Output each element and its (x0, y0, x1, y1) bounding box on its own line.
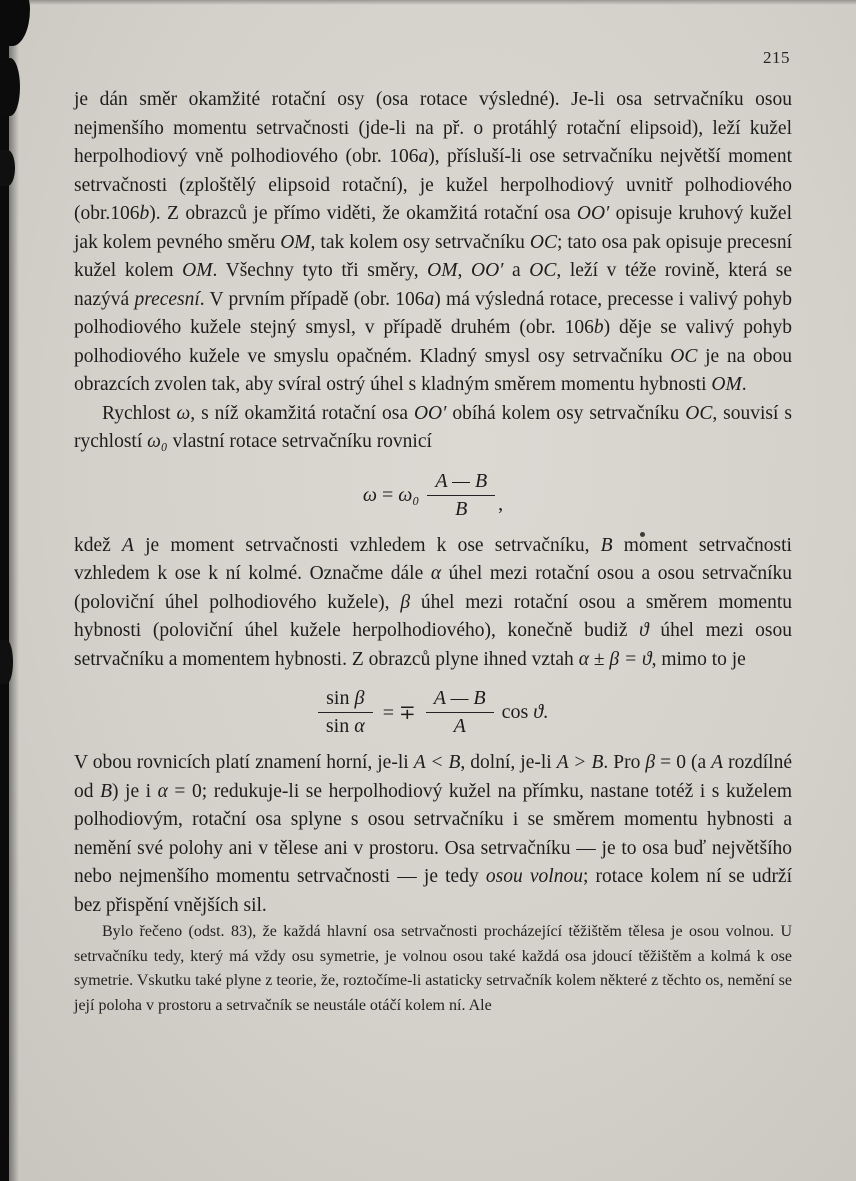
text-segment: úhel mezi rotační osou a směrem momentu hybnosti (poloviční úhel kužele herpolhodiového), konečně budiž (74, 591, 792, 641)
text-segment: OC (685, 402, 713, 424)
text-segment: Rychlost (102, 402, 177, 424)
text-segment: moment setrvačnosti vzhledem k ose k ní kolmé. Označme dále (74, 534, 792, 584)
text-segment: , tak kolem osy setrvačníku (310, 231, 530, 253)
text-segment: ) je i (111, 780, 158, 802)
text-segment: opisuje kruhový kužel jak kolem pevného směru (74, 203, 792, 253)
scan-top-shadow (0, 0, 856, 5)
text-segment: b (139, 203, 150, 224)
text-segment: obíhá kolem osy setrvačníku (446, 402, 686, 424)
text-segment: ) má výsledná rotace, precesse i valivý pohyb polhodiového kužele stejný smysl, v případě druhém (obr. 106 (74, 288, 792, 338)
text-segment: , leží v téže rovině, která se nazývá (74, 260, 793, 310)
text-segment: . (543, 701, 549, 723)
text-segment: V obou rovnicích platí znamení horní, je-li (74, 752, 414, 773)
text-segment: OM (280, 231, 311, 253)
paragraph-2 (74, 400, 792, 457)
text-segment: , souvisí s rychlostí (74, 402, 792, 452)
text-segment: β (354, 687, 365, 709)
text-segment: kdež (74, 534, 122, 556)
text-segment: B (100, 780, 112, 802)
text-segment: a (503, 260, 530, 281)
text-segment: ϑ (639, 620, 649, 641)
text-segment: b (593, 317, 604, 338)
text-segment: OO′ (413, 402, 447, 424)
text-segment: ω (176, 402, 191, 424)
scan-edge-blob (0, 0, 30, 46)
text-segment: ). Z obrazců je přímo viděti, že okamžitá rotační osa (149, 203, 577, 224)
text-segment: je dán směr okamžité rotační osy (osa rotace výsledné). Je-li osa setrvačníku osou nejmenšího momentu setrvačnosti (jde-li na př. o protáhlý rotační elipsoid), leží kužel herpolhodiový vně polhodiového (obr. 106 (74, 89, 792, 167)
text-segment: = (376, 483, 399, 506)
text-segment: , mimo to je (651, 648, 746, 670)
text-segment: A < B (413, 752, 461, 773)
text-segment: Bylo řečeno (odst. 83), že každá hlavní osa setrvačnosti procházející těžištěm tělesa je osou volnou. U setrvačníku tedy, který má vždy osu symetrie, je volnou osou také každá osa jdoucí těžištěm a kolmá k ose symetrie. Vskutku také plyne z teorie, že, roztočíme-li astaticky setrvačník kolem některé z těchto os, nemění se její poloha v prostoru a setrvačník se neustále otáčí kolem ní. Ale (74, 923, 792, 1014)
text-segment: je na obou obrazcích zvolen tak, aby svíral ostrý úhel s kladným směrem momentu hybnosti (74, 345, 792, 395)
text-segment: A (121, 534, 134, 556)
fraction-denominator: B (455, 497, 468, 520)
page-number: 215 (763, 48, 790, 67)
text-column (74, 86, 792, 1018)
text-segment: ; rotace kolem ní se udrží bez přispění vnějších sil. (74, 866, 793, 916)
formula-lhs (363, 484, 419, 507)
text-segment: úhel mezi osou setrvačníku a momentem hybnosti. Z obrazců plyne ihned vztah (74, 620, 793, 670)
text-segment: ϑ (533, 701, 544, 723)
text-segment: ω₀ (398, 483, 420, 506)
text-segment: OM (182, 260, 213, 281)
text-segment: , (457, 260, 471, 281)
text-segment: OC (529, 260, 557, 281)
paragraph-3 (74, 532, 792, 675)
scan-edge-blob (0, 58, 20, 116)
formula-omega (74, 470, 792, 521)
fraction-numerator: A — B (426, 687, 494, 713)
text-segment: α (430, 563, 442, 584)
fraction-numerator: A — B (427, 470, 495, 496)
text-segment: A > B (556, 752, 604, 773)
text-segment: β (400, 591, 411, 613)
text-segment: sin (326, 687, 355, 709)
text-segment: ) děje se valivý pohyb polhodiového kužele ve smyslu opačném. Kladný smysl osy setrvačníku (74, 317, 792, 367)
text-segment: ), přísluší-li ose setrvačníku největší moment setrvačnosti (zploštělý elipsoid rotační), je kužel herpolhodiový uvnitř polhodiového (obr.106 (74, 146, 792, 224)
text-segment: . Pro (603, 752, 646, 773)
fraction (427, 470, 495, 521)
text-segment: OC (529, 231, 557, 253)
fraction-denominator: A (453, 715, 466, 737)
text-segment: precesní (134, 288, 200, 310)
text-segment: vlastní rotace setrvačníku rovnicí (167, 431, 432, 452)
fraction-numerator (318, 687, 373, 713)
formula-relation-sign: = ∓ (382, 702, 416, 724)
fraction-denominator (318, 713, 373, 738)
paragraph-5-small-print (74, 920, 792, 1018)
text-segment: = 0; redukuje-li se herpolhodiový kužel na přímku, nastane totéž i s kuželem polhodiovým, rotační osa splyne s osou setrvačníku i se směrem momentu hybnosti a nemění své polohy ani v tělese ani v prostoru. Osa setrvačníku — je to osa buď největšího nebo nejmenšího momentu setrvačnosti — je tedy (74, 780, 792, 887)
text-segment: . (741, 374, 747, 395)
text-segment: , s níž okamžitá rotační osa (190, 402, 414, 424)
text-segment: je moment setrvačnosti vzhledem k ose setrvačníku, (133, 534, 601, 556)
text-segment: OM (427, 260, 458, 281)
text-segment: B (600, 534, 613, 556)
text-segment: úhel mezi rotační osou a osou setrvačníku (poloviční úhel polhodiového kužele), (74, 563, 792, 613)
formula-sine-ratio (74, 687, 792, 738)
text-segment: rozdílné od (74, 752, 792, 802)
text-segment: α ± β = ϑ (578, 648, 652, 670)
text-segment: sin (325, 715, 355, 737)
text-segment: OO′ (576, 203, 610, 224)
text-segment: osou volnou (485, 866, 583, 887)
text-segment: OO′ (470, 260, 504, 281)
fraction (426, 687, 494, 738)
text-segment: , dolní, je-li (460, 752, 557, 773)
text-segment: β (645, 752, 656, 773)
formula-cos-term (502, 701, 549, 724)
text-segment: OM (711, 374, 742, 395)
paragraph-1 (74, 86, 792, 400)
text-segment: cos (501, 701, 534, 723)
scan-edge-blob (0, 150, 15, 186)
text-segment: ω (362, 483, 377, 506)
text-segment: α (354, 715, 365, 737)
fraction (318, 687, 373, 738)
text-segment: ; tato osa pak opisuje precesní kužel kolem (74, 231, 792, 281)
text-segment: a (424, 288, 435, 310)
text-segment: . Všechny tyto tři směry, (212, 260, 428, 281)
text-segment: a (418, 146, 429, 167)
formula-comma: , (498, 492, 504, 515)
text-segment: A (711, 752, 724, 773)
text-segment: . V prvním případě (obr. 106 (199, 288, 425, 310)
text-segment: = 0 (a (655, 752, 712, 773)
text-segment: ω₀ (147, 431, 168, 452)
text-segment: OC (670, 345, 698, 367)
text-segment: α (157, 780, 168, 802)
scan-edge-blob (0, 640, 13, 684)
paragraph-4 (74, 749, 792, 920)
